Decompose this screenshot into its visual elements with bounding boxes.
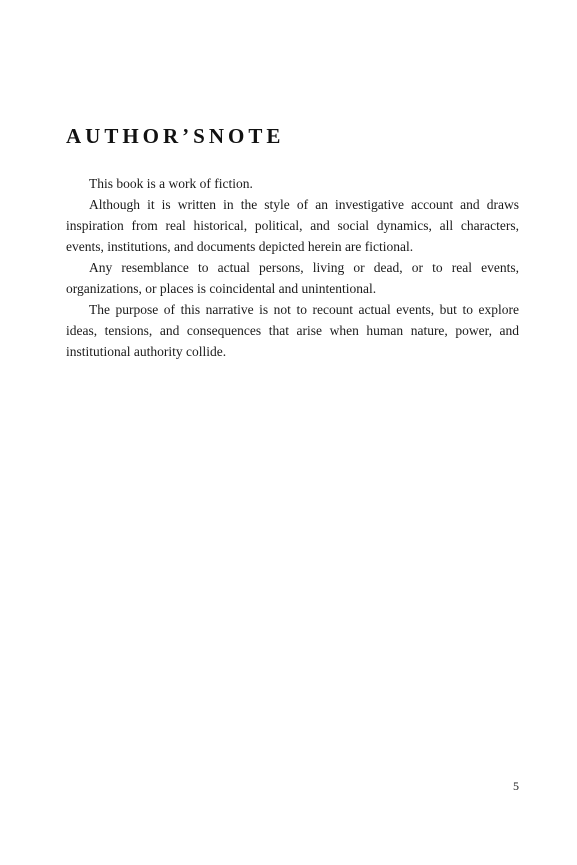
paragraph-purpose: The purpose of this narrative is not to recount actual events, but to explore ideas, tensions, and consequences that arise when human nature, power, and institutional authority collide. (66, 302, 519, 359)
authors-note-body (66, 173, 519, 362)
paragraph-inspiration: Although it is written in the style of an investigative account and draws inspiration from real historical, political, and social dynamics, all characters, events, institutions, and documents depicted herein are fictional. (66, 197, 519, 254)
page-title: AUTHOR’SNOTE (66, 124, 285, 148)
paragraph-fiction-statement: This book is a work of fiction. (89, 176, 253, 191)
paragraph-resemblance-disclaimer: Any resemblance to actual persons, living or dead, or to real events, organizations, or places is coincidental and unintentional. (66, 260, 519, 296)
page-number: 5 (513, 779, 519, 793)
